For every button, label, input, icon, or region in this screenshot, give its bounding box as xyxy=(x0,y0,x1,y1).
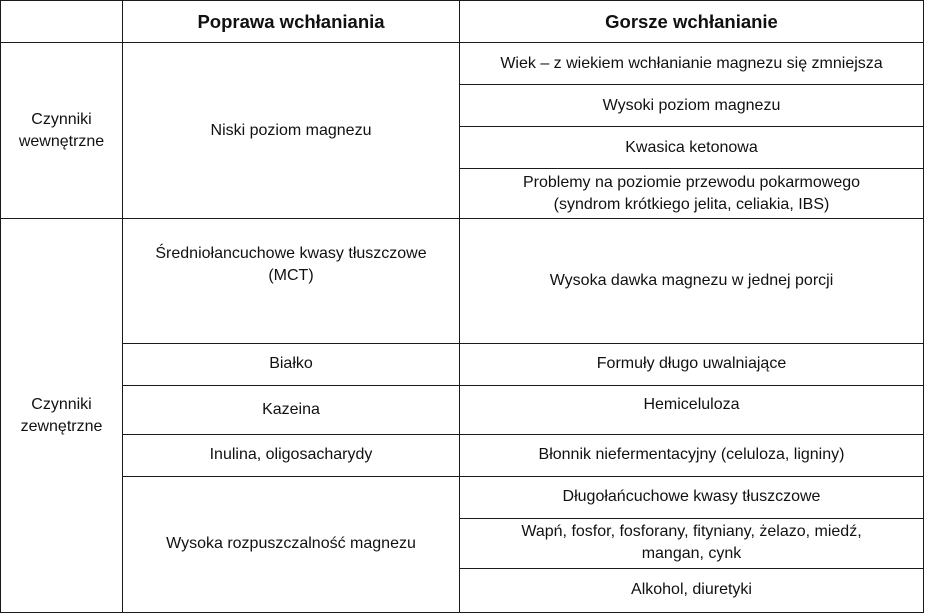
table-row xyxy=(1,219,924,343)
internal-worse-cell: Kwasica ketonowa xyxy=(460,127,924,169)
external-worse-cell xyxy=(460,518,924,568)
cell-line: Problemy na poziomie przewodu pokarmowego xyxy=(522,173,861,191)
cell-line: (MCT) xyxy=(268,267,314,285)
external-improve-cell: Kazeina xyxy=(123,385,460,434)
header-empty-cell xyxy=(1,1,123,43)
table-row xyxy=(1,476,924,518)
group-label-line: Czynniki xyxy=(31,395,92,413)
cell-line: mangan, cynk xyxy=(641,545,742,563)
external-worse-cell: Hemiceluloza xyxy=(460,385,924,434)
table-row xyxy=(1,385,924,434)
cell-line: (syndrom krótkiego jelita, celiakia, IBS) xyxy=(553,195,830,213)
external-worse-cell: Błonnik niefermentacyjny (celuloza, ligniny) xyxy=(460,434,924,476)
table-row xyxy=(1,343,924,385)
header-improve: Poprawa wchłaniania xyxy=(123,1,460,43)
internal-worse-cell xyxy=(460,169,924,219)
external-improve-cell xyxy=(123,219,460,343)
group-label-internal xyxy=(1,43,123,219)
header-worse: Gorsze wchłanianie xyxy=(460,1,924,43)
internal-worse-cell: Wysoki poziom magnezu xyxy=(460,85,924,127)
external-worse-cell: Długołańcuchowe kwasy tłuszczowe xyxy=(460,476,924,518)
external-worse-cell: Wysoka dawka magnezu w jednej porcji xyxy=(460,219,924,343)
header-row xyxy=(1,1,924,43)
internal-worse-cell: Wiek – z wiekiem wchłanianie magnezu się zmniejsza xyxy=(460,43,924,85)
group-label-external xyxy=(1,219,123,613)
cell-line: Wapń, fosfor, fosforany, fityniany, żelazo, miedź, xyxy=(521,523,862,541)
group-label-line: Czynniki xyxy=(31,110,92,128)
external-worse-cell: Formuły długo uwalniające xyxy=(460,343,924,385)
external-worse-cell: Alkohol, diuretyki xyxy=(460,568,924,612)
external-improve-cell: Wysoka rozpuszczalność magnezu xyxy=(123,476,460,612)
table-row xyxy=(1,434,924,476)
table-row xyxy=(1,43,924,85)
external-improve-cell: Inulina, oligosacharydy xyxy=(123,434,460,476)
group-label-line: wewnętrzne xyxy=(18,132,105,150)
cell-line: Średniołancuchowe kwasy tłuszczowe xyxy=(155,245,427,263)
group-label-line: zewnętrzne xyxy=(20,417,103,435)
internal-improve-cell: Niski poziom magnezu xyxy=(123,43,460,219)
external-improve-cell: Białko xyxy=(123,343,460,385)
